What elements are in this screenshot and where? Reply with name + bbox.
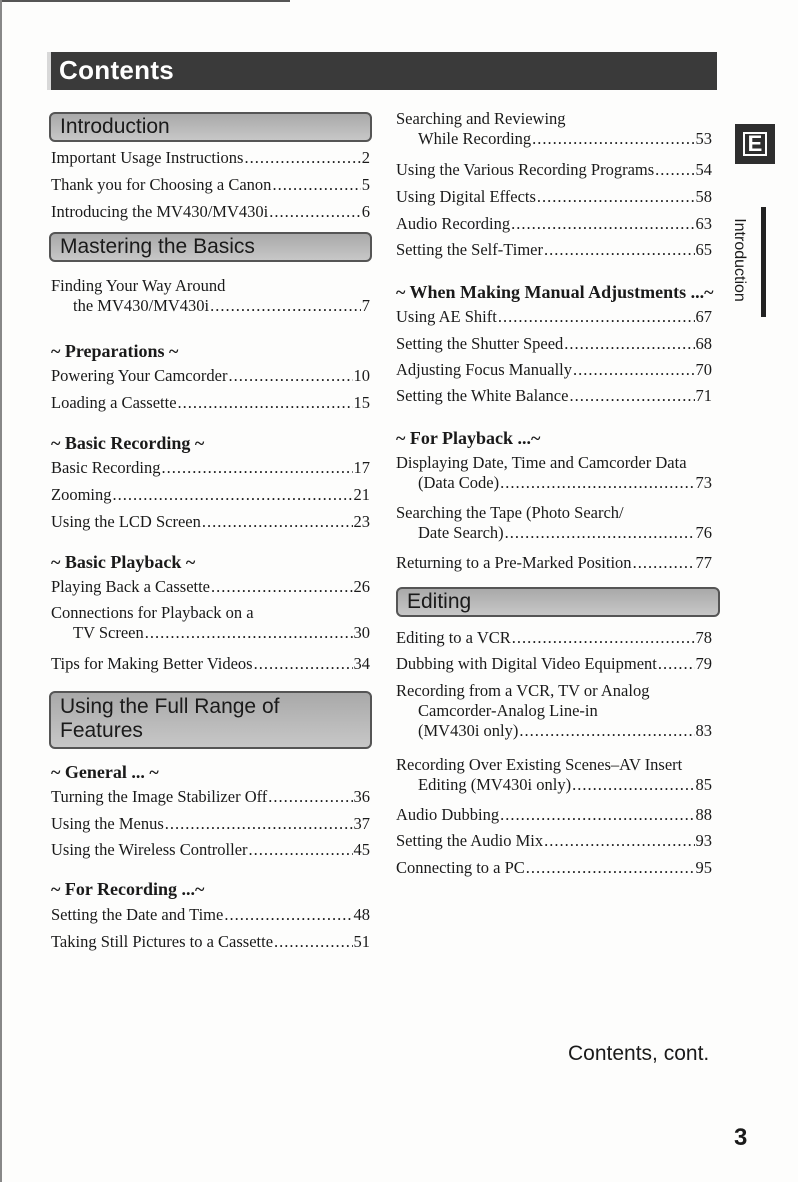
side-section-label bbox=[724, 205, 754, 315]
toc-entry-focus[interactable] bbox=[396, 360, 712, 380]
section-editing: Editing bbox=[396, 587, 720, 617]
toc-entry-text: Playing Back a Cassette bbox=[51, 577, 211, 596]
contents-banner bbox=[47, 52, 717, 90]
toc-entry-zooming[interactable] bbox=[51, 485, 370, 505]
contents-continued: Contents, cont. bbox=[568, 1042, 710, 1065]
toc-entry-tips[interactable] bbox=[51, 654, 370, 674]
toc-entry-basic-recording[interactable] bbox=[51, 458, 370, 478]
toc-entry-page: 70 bbox=[695, 360, 712, 379]
toc-entry-text: Powering Your Camcorder bbox=[51, 366, 228, 385]
toc-entry-menus[interactable] bbox=[51, 814, 370, 834]
toc-entry-text: Taking Still Pictures to a Cassette bbox=[51, 932, 274, 951]
toc-entry-page: 79 bbox=[695, 654, 712, 673]
toc-entry-text: Turning the Image Stabilizer Off bbox=[51, 787, 268, 806]
toc-entry-stabilizer[interactable] bbox=[51, 787, 370, 807]
toc-entry-text: Date Search) bbox=[418, 523, 504, 542]
toc-entry-datacode[interactable] bbox=[396, 453, 712, 493]
toc-entry-page: 21 bbox=[353, 485, 370, 504]
toc-entry-text: While Recording bbox=[418, 129, 532, 148]
toc-entry-page: 2 bbox=[361, 148, 370, 167]
toc-entry-page: 85 bbox=[695, 775, 712, 794]
toc-entry-page: 17 bbox=[353, 458, 370, 477]
toc-entry-page: 23 bbox=[353, 512, 370, 531]
toc-entry-page: 76 bbox=[695, 523, 712, 542]
page-title: Contents bbox=[59, 55, 175, 85]
toc-entry-page: 6 bbox=[361, 202, 370, 221]
toc-entry-vcr[interactable] bbox=[396, 628, 712, 648]
toc-entry-text: Using the Menus bbox=[51, 814, 164, 833]
toc-entry-digital[interactable] bbox=[396, 187, 712, 207]
toc-entry-text-line1: Searching the Tape (Photo Search/ bbox=[396, 503, 624, 522]
page-edge bbox=[0, 0, 290, 2]
toc-entry-loading[interactable] bbox=[51, 393, 370, 413]
toc-entry-text: Setting the Shutter Speed bbox=[396, 334, 564, 353]
toc-entry-text-line1: Searching and Reviewing bbox=[396, 109, 566, 128]
toc-entry-page: 58 bbox=[695, 187, 712, 206]
toc-entry-page: 36 bbox=[353, 787, 370, 806]
toc-entry-text: Thank you for Choosing a Canon bbox=[51, 175, 272, 194]
toc-entry-text: Using the Wireless Controller bbox=[51, 840, 248, 859]
toc-entry-text-line1: Connections for Playback on a bbox=[51, 603, 254, 622]
toc-entry-playing[interactable] bbox=[51, 577, 370, 597]
toc-entry-page: 88 bbox=[695, 805, 712, 824]
toc-entry-page: 48 bbox=[353, 905, 370, 924]
toc-entry-text-line1: Finding Your Way Around bbox=[51, 276, 226, 295]
subhead-manual: ~ When Making Manual Adjustments ...~ bbox=[396, 282, 714, 302]
toc-entry-text: Using the Various Recording Programs bbox=[396, 160, 655, 179]
section-full-range-line1: Using the Full Range of bbox=[60, 695, 280, 718]
toc-entry-page: 45 bbox=[353, 840, 370, 859]
toc-entry-text: Basic Recording bbox=[51, 458, 161, 477]
toc-entry-page: 65 bbox=[695, 240, 712, 259]
toc-entry-page: 54 bbox=[695, 160, 712, 179]
toc-entry-text: Audio Dubbing bbox=[396, 805, 500, 824]
toc-entry-page: 26 bbox=[353, 577, 370, 596]
toc-entry-page: 53 bbox=[695, 129, 712, 148]
toc-entry-wireless[interactable] bbox=[51, 840, 370, 860]
toc-entry-page: 37 bbox=[353, 814, 370, 833]
toc-entry-text: Setting the Self-Timer bbox=[396, 240, 543, 259]
toc-entry-text: Setting the White Balance bbox=[396, 386, 569, 405]
toc-entry-page: 63 bbox=[695, 214, 712, 233]
page-edge-left bbox=[0, 0, 2, 1182]
toc-entry-page: 77 bbox=[695, 553, 712, 572]
toc-entry-timer[interactable] bbox=[396, 240, 712, 260]
toc-entry-still[interactable] bbox=[51, 932, 370, 952]
subhead-basic-recording: ~ Basic Recording ~ bbox=[51, 433, 205, 453]
toc-entry-programs[interactable] bbox=[396, 160, 712, 180]
toc-entry-powering[interactable] bbox=[51, 366, 370, 386]
toc-entry-text: Important Usage Instructions bbox=[51, 148, 244, 167]
toc-entry-text-line1: Recording from a VCR, TV or Analog bbox=[396, 681, 650, 700]
toc-entry-text: Tips for Making Better Videos bbox=[51, 654, 253, 673]
toc-entry-page: 67 bbox=[695, 307, 712, 326]
subhead-for-recording: ~ For Recording ...~ bbox=[51, 879, 205, 899]
toc-entry-text: Introducing the MV430/MV430i bbox=[51, 202, 269, 221]
toc-entry-shutter[interactable] bbox=[396, 334, 712, 354]
toc-entry-page: 15 bbox=[353, 393, 370, 412]
toc-entry-introducing[interactable] bbox=[51, 202, 370, 222]
side-bar-marker bbox=[761, 207, 766, 317]
subhead-general: ~ General ... ~ bbox=[51, 762, 159, 782]
toc-entry-audio-dubbing[interactable] bbox=[396, 805, 712, 825]
toc-entry-returning[interactable] bbox=[396, 553, 712, 573]
toc-entry-audio-mix[interactable] bbox=[396, 831, 712, 851]
toc-entry-page: 5 bbox=[361, 175, 370, 194]
toc-entry-text: Editing to a VCR bbox=[396, 628, 511, 647]
section-full-range-line2: Features bbox=[60, 719, 143, 742]
toc-entry-connections[interactable] bbox=[51, 603, 370, 643]
toc-entry-analog[interactable] bbox=[396, 681, 712, 741]
toc-entry-text: Dubbing with Digital Video Equipment bbox=[396, 654, 657, 673]
toc-entry-text: Using Digital Effects bbox=[396, 187, 536, 206]
toc-entry-finding[interactable] bbox=[51, 276, 370, 316]
side-section-label-text: Introduction bbox=[731, 218, 748, 302]
toc-entry-text-line2: Camcorder-Analog Line-in bbox=[418, 701, 598, 720]
toc-entry-searching[interactable] bbox=[396, 109, 712, 149]
page-number: 3 bbox=[734, 1124, 748, 1151]
toc-entry-text: the MV430/MV430i bbox=[73, 296, 210, 315]
toc-entry-thankyou[interactable] bbox=[51, 175, 370, 195]
toc-entry-page: 83 bbox=[695, 721, 712, 740]
subhead-preparations: ~ Preparations ~ bbox=[51, 341, 179, 361]
toc-entry-text: Setting the Date and Time bbox=[51, 905, 224, 924]
toc-entry-page: 71 bbox=[695, 386, 712, 405]
toc-entry-audio[interactable] bbox=[396, 214, 712, 234]
toc-entry-page: 95 bbox=[695, 858, 712, 877]
toc-entry-text: Zooming bbox=[51, 485, 112, 504]
toc-entry-dubbing[interactable] bbox=[396, 654, 712, 674]
toc-entry-datetime[interactable] bbox=[51, 905, 370, 925]
toc-entry-page: 68 bbox=[695, 334, 712, 353]
subhead-basic-playback: ~ Basic Playback ~ bbox=[51, 552, 196, 572]
toc-entry-text: Editing (MV430i only) bbox=[418, 775, 572, 794]
toc-entry-text-line1: Recording Over Existing Scenes–AV Insert bbox=[396, 755, 683, 774]
toc-entry-text: Audio Recording bbox=[396, 214, 511, 233]
toc-entry-important[interactable] bbox=[51, 148, 370, 168]
toc-entry-insert[interactable] bbox=[396, 755, 712, 795]
toc-entry-page: 51 bbox=[353, 932, 370, 951]
toc-entry-photosearch[interactable] bbox=[396, 503, 712, 543]
toc-entry-text: (MV430i only) bbox=[418, 721, 519, 740]
toc-entry-lcd[interactable] bbox=[51, 512, 370, 532]
toc-entry-page: 10 bbox=[353, 366, 370, 385]
toc-entry-white[interactable] bbox=[396, 386, 712, 406]
toc-entry-text: Connecting to a PC bbox=[396, 858, 525, 877]
language-letter: E bbox=[743, 132, 767, 156]
section-full-range bbox=[49, 691, 372, 749]
toc-entry-text: Adjusting Focus Manually bbox=[396, 360, 572, 379]
toc-entry-page: 73 bbox=[695, 473, 712, 492]
language-tab bbox=[735, 124, 775, 164]
toc-entry-page: 93 bbox=[695, 831, 712, 850]
toc-entry-text: TV Screen bbox=[73, 623, 144, 642]
section-introduction: Introduction bbox=[49, 112, 372, 142]
toc-entry-text: (Data Code) bbox=[418, 473, 500, 492]
subhead-for-playback: ~ For Playback ...~ bbox=[396, 428, 541, 448]
toc-entry-text: Loading a Cassette bbox=[51, 393, 177, 412]
toc-entry-text: Setting the Audio Mix bbox=[396, 831, 544, 850]
toc-entry-page: 7 bbox=[361, 296, 370, 315]
toc-entry-aeshift[interactable] bbox=[396, 307, 712, 327]
toc-entry-page: 34 bbox=[353, 654, 370, 673]
toc-entry-text: Using the LCD Screen bbox=[51, 512, 201, 531]
toc-entry-text-line1: Displaying Date, Time and Camcorder Data bbox=[396, 453, 687, 472]
section-mastering-basics: Mastering the Basics bbox=[49, 232, 372, 262]
toc-entry-page: 78 bbox=[695, 628, 712, 647]
toc-entry-text: Returning to a Pre-Marked Position bbox=[396, 553, 632, 572]
toc-entry-page: 30 bbox=[353, 623, 370, 642]
toc-entry-pc[interactable] bbox=[396, 858, 712, 878]
toc-entry-text: Using AE Shift bbox=[396, 307, 497, 326]
